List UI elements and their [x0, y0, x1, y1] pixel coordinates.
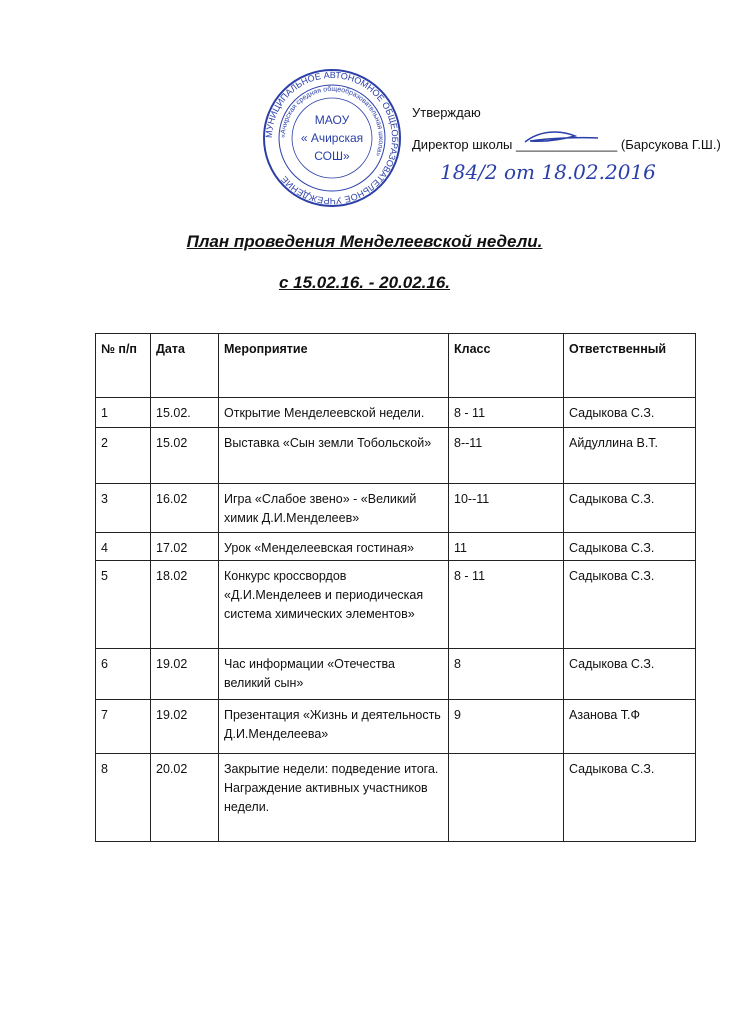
row-class: 8--11	[449, 428, 564, 484]
row-number: 1	[96, 398, 151, 428]
header-event: Мероприятие	[219, 334, 449, 398]
stamp-center-line3: СОШ»	[314, 149, 350, 163]
row-date: 16.02	[151, 484, 219, 533]
table-row	[96, 700, 696, 754]
order-handwritten: 184/2 от 18.02.2016	[440, 160, 656, 184]
row-event: Игра «Слабое звено» - «Великий химик Д.И.Менделеев»	[219, 484, 449, 533]
row-class: 11	[449, 533, 564, 561]
row-number: 6	[96, 649, 151, 700]
row-class	[449, 754, 564, 842]
row-number: 5	[96, 561, 151, 649]
row-date: 15.02.	[151, 398, 219, 428]
row-date: 18.02	[151, 561, 219, 649]
header-date: Дата	[151, 334, 219, 398]
signature-line: ______________	[516, 137, 618, 152]
row-responsible: Садыкова С.З.	[564, 561, 696, 649]
row-number: 8	[96, 754, 151, 842]
stamp-outer-text: МУНИЦИПАЛЬНОЕ АВТОНОМНОЕ ОБЩЕОБРАЗОВАТЕЛЬНОЕ УЧРЕЖДЕНИЕ	[263, 69, 401, 207]
table-row	[96, 484, 696, 533]
director-position: Директор школы	[412, 137, 513, 152]
director-name: (Барсукова Г.Ш.)	[620, 137, 721, 152]
row-event: Открытие Менделеевской недели.	[219, 398, 449, 428]
period: с 15.02.16. - 20.02.16.	[278, 273, 451, 292]
row-number: 4	[96, 533, 151, 561]
row-class: 8 - 11	[449, 561, 564, 649]
row-date: 17.02	[151, 533, 219, 561]
header-responsible: Ответственный	[564, 334, 696, 398]
row-date: 19.02	[151, 700, 219, 754]
row-event: Урок «Менделеевская гостиная»	[219, 533, 449, 561]
row-class: 8	[449, 649, 564, 700]
signature	[520, 128, 600, 148]
row-number: 2	[96, 428, 151, 484]
row-responsible: Садыкова С.З.	[564, 484, 696, 533]
table-row	[96, 533, 696, 561]
row-responsible: Азанова Т.Ф	[564, 700, 696, 754]
header-class: Класс	[449, 334, 564, 398]
table-row	[96, 561, 696, 649]
row-class: 9	[449, 700, 564, 754]
stamp-center-line2: « Ачирская	[300, 131, 364, 145]
table-header-row	[96, 334, 696, 398]
row-class: 8 - 11	[449, 398, 564, 428]
stamp-center-line1: МАОУ	[314, 113, 350, 127]
row-responsible: Садыкова С.З.	[564, 398, 696, 428]
row-number: 3	[96, 484, 151, 533]
stamp-inner-text: «Ачирская средняя общеобразовательная школа»	[279, 85, 385, 158]
row-event: Час информации «Отечества великий сын»	[219, 649, 449, 700]
approve-label: Утверждаю	[412, 105, 481, 120]
table-row	[96, 428, 696, 484]
table-row	[96, 649, 696, 700]
table-row	[96, 754, 696, 842]
row-responsible: Садыкова С.З.	[564, 754, 696, 842]
row-number: 7	[96, 700, 151, 754]
row-responsible: Садыкова С.З.	[564, 649, 696, 700]
school-stamp	[262, 68, 402, 208]
page-title: План проведения Менделеевской недели.	[186, 232, 543, 251]
row-date: 15.02	[151, 428, 219, 484]
table-row	[96, 398, 696, 428]
row-date: 20.02	[151, 754, 219, 842]
row-event: Презентация «Жизнь и деятельность Д.И.Менделеева»	[219, 700, 449, 754]
row-date: 19.02	[151, 649, 219, 700]
row-event: Закрытие недели: подведение итога. Награждение активных участников недели.	[219, 754, 449, 842]
row-class: 10--11	[449, 484, 564, 533]
row-responsible: Садыкова С.З.	[564, 533, 696, 561]
row-event: Конкурс кроссвордов «Д.И.Менделеев и периодическая система химических элементов»	[219, 561, 449, 649]
header-number: № п/п	[96, 334, 151, 398]
row-responsible: Айдуллина В.Т.	[564, 428, 696, 484]
row-event: Выставка «Сын земли Тобольской»	[219, 428, 449, 484]
events-table	[95, 333, 696, 842]
